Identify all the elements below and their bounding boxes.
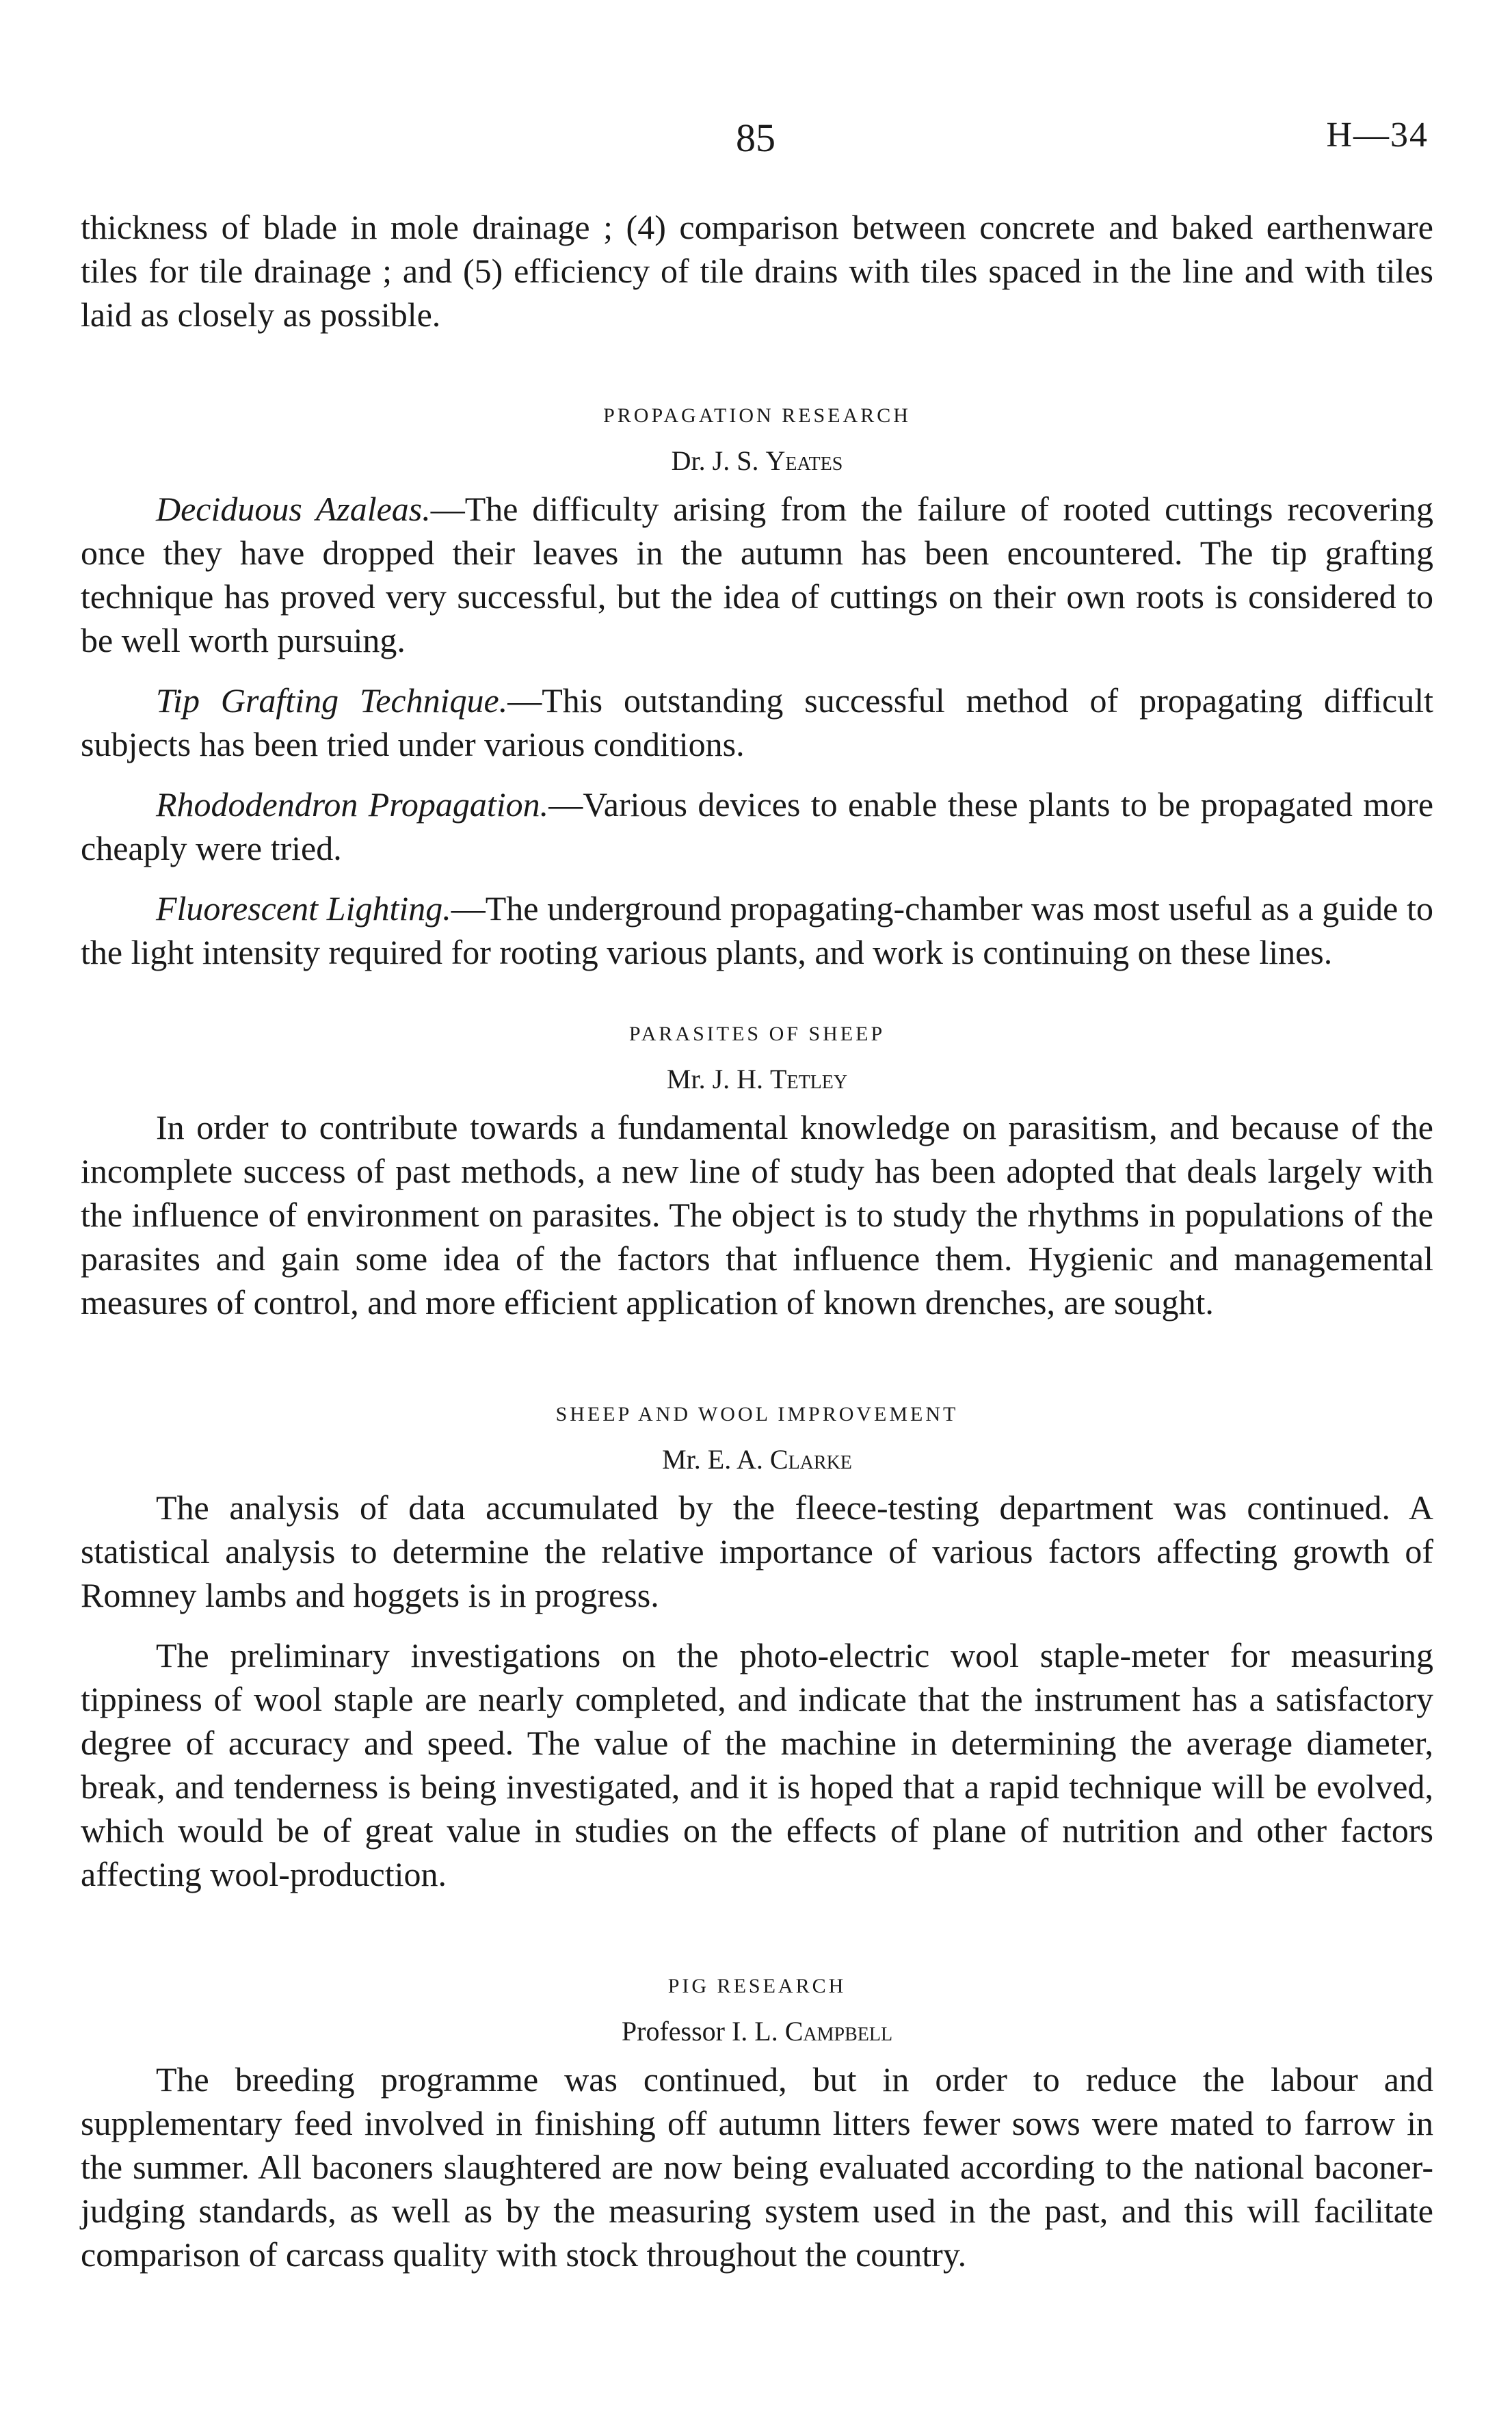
section-sheep-wool: [81, 1401, 1433, 1896]
paragraph-lead: Tip Grafting Technique.: [156, 681, 508, 720]
section-pig: [81, 1973, 1433, 2276]
author-title: Mr. E. A.: [662, 1444, 763, 1475]
paragraph-fluorescent: [81, 886, 1433, 974]
section-heading: PIG RESEARCH: [667, 1975, 847, 1997]
paragraph-lead: Fluorescent Lighting.: [156, 889, 451, 928]
paragraph-lead: Rhododendron Propagation.: [156, 785, 549, 824]
section-author: [81, 2012, 1433, 2051]
author-surname: Campbell: [784, 2016, 893, 2047]
paragraph-lead: Deciduous Azaleas.: [156, 490, 431, 528]
section-propagation: [81, 402, 1433, 974]
document-reference: H—34: [1326, 116, 1429, 155]
author-surname: Yeates: [765, 445, 843, 476]
paragraph-deciduous-azaleas: [81, 487, 1433, 662]
paragraph: The preliminary investigations on the photo-electric wool staple-meter for measuring tippiness of wool staple are nearly completed, and indicate that the instrument has a satisfactory degree of accuracy and speed. The value of the machine in determining the average diameter, break, and tenderness is being investigated, and it is hoped that a rapid technique will be evolved, which would be of great value in studies on the effects of plane of nutrition and other factors affecting wool-production.: [81, 1636, 1433, 1893]
section-heading: PROPAGATION RESEARCH: [603, 404, 911, 427]
author-surname: Tetley: [770, 1064, 848, 1094]
section-parasites: [81, 1021, 1433, 1324]
paragraph-rhododendron: [81, 783, 1433, 870]
paragraph-text: —This outstanding successful method of propagating difficult subjects has been tried under various conditions.: [81, 681, 1433, 763]
paragraph: In order to contribute towards a fundamental knowledge on parasitism, and because of the incomplete success of past methods, a new line of study has been adopted that deals largely with the influence of environment on parasites. The object is to study the rhythms in populations of the parasites and gain some idea of the factors that influence them. Hygienic and managemental measures of control, and more efficient application of known drenches, are sought.: [81, 1108, 1433, 1322]
author-title: Dr. J. S.: [671, 445, 759, 476]
author-surname: Clarke: [769, 1444, 852, 1475]
section-author: [81, 1060, 1433, 1099]
section-author: [81, 1441, 1433, 1479]
section-author: [81, 442, 1433, 480]
author-title: Mr. J. H.: [666, 1064, 764, 1094]
paragraph-text: —Various devices to enable these plants to be propagated more cheaply were tried.: [81, 785, 1434, 867]
section-heading: PARASITES OF SHEEP: [628, 1023, 886, 1045]
page-number: 85: [736, 116, 775, 160]
intro-paragraph: thickness of blade in mole drainage ; (4) comparison between concrete and baked earthenware tiles for tile drainage ; and (5) efficiency of tile drains with tiles spaced in the line and with tiles laid as closely as possible.: [81, 208, 1433, 334]
section-heading: SHEEP AND WOOL IMPROVEMENT: [555, 1403, 959, 1425]
paragraph: The breeding programme was continued, but in order to reduce the labour and supplementary feed involved in finishing off autumn litters fewer sows were mated to farrow in the summer. All baconers slaughtered are now being evaluated according to the national baconer-judging standards, as well as by the measuring system used in the past, and this will facilitate comparison of carcass quality with stock throughout the country.: [81, 2060, 1433, 2274]
page-body: [81, 205, 1433, 2276]
paragraph-text: —The underground propagating-chamber was most useful as a guide to the light intensity required for rooting various plants, and work is continuing on these lines.: [81, 889, 1433, 971]
paragraph-tip-grafting: [81, 679, 1433, 766]
author-title: Professor I. L.: [621, 2016, 778, 2047]
paragraph-text: —The difficulty arising from the failure of rooted cuttings recovering once they have dropped their leaves in the autumn has been encountered. The tip grafting technique has proved very successful, but the idea of cuttings on their own roots is considered to be well worth pursuing.: [81, 490, 1433, 659]
paragraph: The analysis of data accumulated by the fleece-testing department was continued. A statistical analysis to determine the relative importance of various factors affecting growth of Romney lambs and hoggets is in progress.: [81, 1488, 1433, 1614]
